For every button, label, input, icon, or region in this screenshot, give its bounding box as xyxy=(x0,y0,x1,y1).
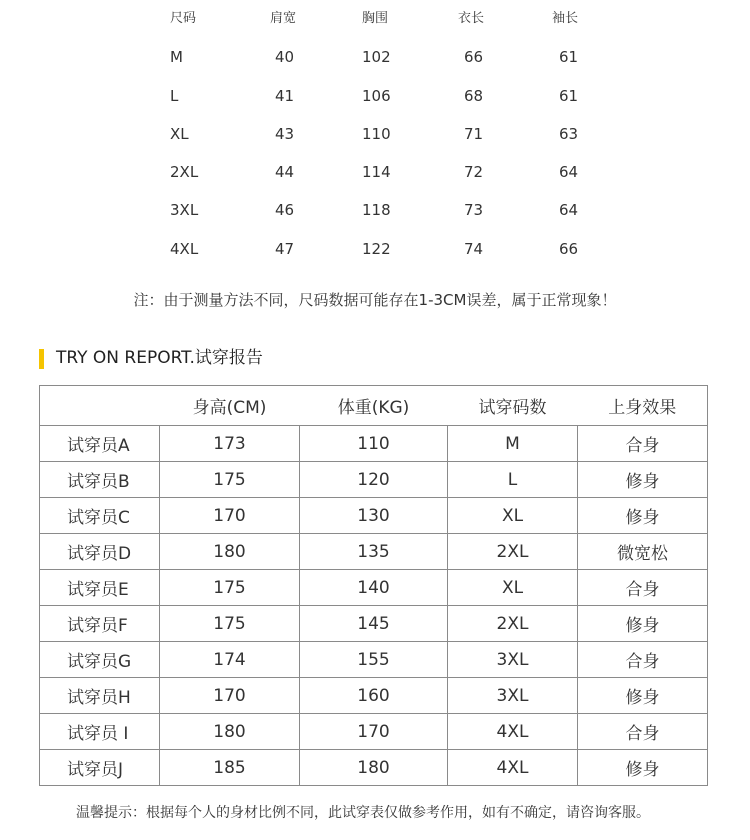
size-cell: 4XL xyxy=(448,714,578,750)
size-cell: 47 xyxy=(275,240,295,258)
table-header-cell: 体重(KG) xyxy=(300,386,448,426)
section-title: TRY ON REPORT.试穿报告 xyxy=(56,348,263,368)
table-header-cell: 上身效果 xyxy=(578,386,708,426)
measurement-note: 注：由于测量方法不同，尺码数据可能存在1-3CM误差，属于正常现象！ xyxy=(133,291,617,309)
try-on-table xyxy=(39,385,708,786)
weight-cell: 120 xyxy=(300,462,448,498)
size-cell: 3XL xyxy=(448,678,578,714)
size-cell: 43 xyxy=(275,125,295,143)
tester-name: 试穿员 I xyxy=(40,714,160,750)
weight-cell: 155 xyxy=(300,642,448,678)
table-row xyxy=(40,606,708,642)
table-row xyxy=(40,462,708,498)
size-header-cell: 衣长 xyxy=(458,11,485,26)
tester-name: 试穿员J xyxy=(40,750,160,786)
size-cell: 118 xyxy=(362,201,391,219)
size-cell: 2XL xyxy=(170,163,199,181)
size-cell: M xyxy=(170,48,183,66)
size-cell: 102 xyxy=(362,48,391,66)
height-cell: 174 xyxy=(160,642,300,678)
size-header-cell: 肩宽 xyxy=(270,11,297,26)
size-cell: L xyxy=(170,87,179,105)
size-header-cell: 袖长 xyxy=(552,11,579,26)
size-chart-row xyxy=(0,84,750,108)
size-cell: M xyxy=(448,426,578,462)
size-cell: XL xyxy=(448,570,578,606)
size-cell: 106 xyxy=(362,87,391,105)
height-cell: 175 xyxy=(160,570,300,606)
size-cell: 68 xyxy=(464,87,484,105)
fit-cell: 合身 xyxy=(578,426,708,462)
size-chart-row xyxy=(0,198,750,222)
size-cell: 61 xyxy=(559,87,579,105)
size-cell: 44 xyxy=(275,163,295,181)
size-cell: 46 xyxy=(275,201,295,219)
table-row xyxy=(40,570,708,606)
tester-name: 试穿员B xyxy=(40,462,160,498)
table-row xyxy=(40,678,708,714)
size-cell: 72 xyxy=(464,163,484,181)
height-cell: 173 xyxy=(160,426,300,462)
table-row xyxy=(40,426,708,462)
size-cell: 2XL xyxy=(448,534,578,570)
fit-cell: 合身 xyxy=(578,570,708,606)
weight-cell: 135 xyxy=(300,534,448,570)
size-header-cell: 胸围 xyxy=(362,11,389,26)
size-cell: 64 xyxy=(559,201,579,219)
size-chart-row xyxy=(0,122,750,146)
size-chart-header-row xyxy=(0,7,750,31)
weight-cell: 180 xyxy=(300,750,448,786)
size-cell: 74 xyxy=(464,240,484,258)
size-cell: 122 xyxy=(362,240,391,258)
tester-name: 试穿员F xyxy=(40,606,160,642)
size-cell: 3XL xyxy=(448,642,578,678)
weight-cell: 140 xyxy=(300,570,448,606)
size-cell: 114 xyxy=(362,163,391,181)
weight-cell: 170 xyxy=(300,714,448,750)
table-header-row xyxy=(40,386,708,426)
weight-cell: 145 xyxy=(300,606,448,642)
size-cell: L xyxy=(448,462,578,498)
size-chart-row xyxy=(0,160,750,184)
size-cell: 66 xyxy=(559,240,579,258)
fit-cell: 修身 xyxy=(578,498,708,534)
table-row xyxy=(40,534,708,570)
fit-cell: 修身 xyxy=(578,750,708,786)
footer-tip: 温馨提示：根据每个人的身材比例不同，此试穿表仅做参考作用，如有不确定，请咨询客服。 xyxy=(76,805,650,821)
height-cell: 185 xyxy=(160,750,300,786)
tester-name: 试穿员G xyxy=(40,642,160,678)
fit-cell: 微宽松 xyxy=(578,534,708,570)
tester-name: 试穿员C xyxy=(40,498,160,534)
height-cell: 180 xyxy=(160,714,300,750)
height-cell: 175 xyxy=(160,606,300,642)
size-cell: 73 xyxy=(464,201,484,219)
table-row xyxy=(40,642,708,678)
tester-name: 试穿员A xyxy=(40,426,160,462)
height-cell: 180 xyxy=(160,534,300,570)
table-header-cell xyxy=(40,386,160,426)
table-row xyxy=(40,750,708,786)
size-cell: 66 xyxy=(464,48,484,66)
size-chart-row xyxy=(0,45,750,69)
size-header-cell: 尺码 xyxy=(170,11,197,26)
tester-name: 试穿员E xyxy=(40,570,160,606)
size-cell: 4XL xyxy=(170,240,199,258)
size-cell: 2XL xyxy=(448,606,578,642)
fit-cell: 修身 xyxy=(578,606,708,642)
table-header-cell: 试穿码数 xyxy=(448,386,578,426)
weight-cell: 130 xyxy=(300,498,448,534)
fit-cell: 合身 xyxy=(578,714,708,750)
table-header-cell: 身高(CM) xyxy=(160,386,300,426)
size-chart-row xyxy=(0,237,750,261)
size-cell: 61 xyxy=(559,48,579,66)
table-row xyxy=(40,498,708,534)
fit-cell: 修身 xyxy=(578,462,708,498)
fit-cell: 修身 xyxy=(578,678,708,714)
weight-cell: 110 xyxy=(300,426,448,462)
height-cell: 170 xyxy=(160,678,300,714)
size-cell: 64 xyxy=(559,163,579,181)
size-cell: 4XL xyxy=(448,750,578,786)
size-cell: 41 xyxy=(275,87,295,105)
height-cell: 170 xyxy=(160,498,300,534)
size-cell: 71 xyxy=(464,125,484,143)
weight-cell: 160 xyxy=(300,678,448,714)
tester-name: 试穿员H xyxy=(40,678,160,714)
table-row xyxy=(40,714,708,750)
size-cell: XL xyxy=(170,125,189,143)
height-cell: 175 xyxy=(160,462,300,498)
size-cell: 110 xyxy=(362,125,391,143)
size-cell: 63 xyxy=(559,125,579,143)
fit-cell: 合身 xyxy=(578,642,708,678)
size-cell: 40 xyxy=(275,48,295,66)
size-cell: 3XL xyxy=(170,201,199,219)
size-cell: XL xyxy=(448,498,578,534)
section-accent-bar xyxy=(39,349,44,369)
tester-name: 试穿员D xyxy=(40,534,160,570)
